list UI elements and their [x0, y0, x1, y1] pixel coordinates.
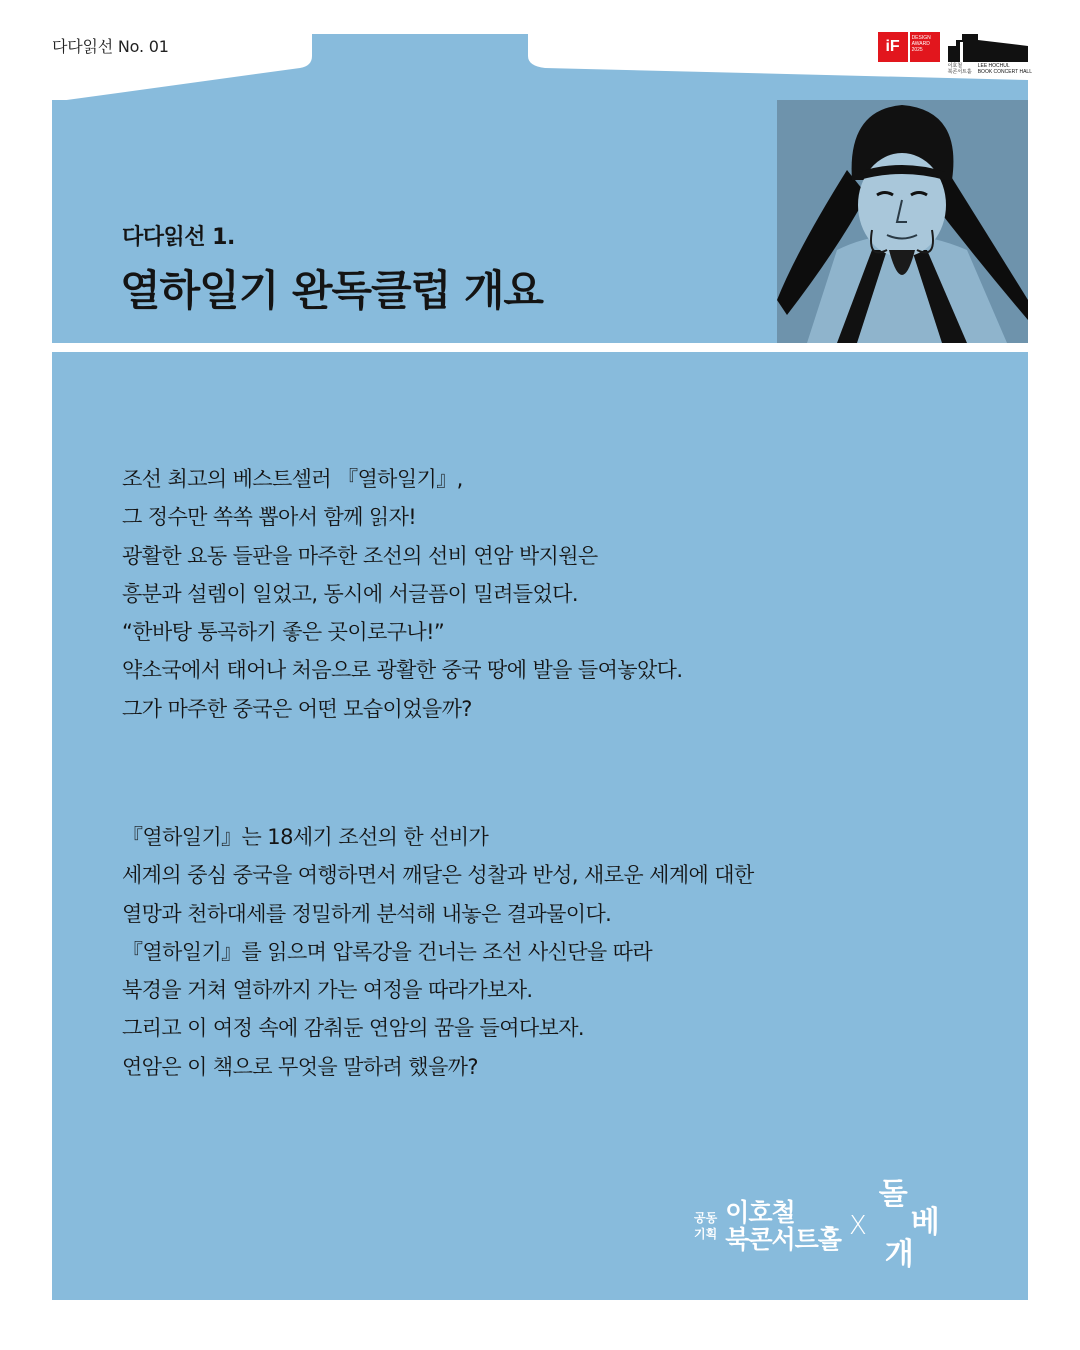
intro-paragraph	[122, 460, 682, 728]
partner-logos	[878, 32, 1032, 75]
series-kicker: 다다읽선 1.	[122, 225, 235, 250]
description-paragraph	[122, 818, 754, 1086]
paragraph-line: 조선 최고의 베스트셀러 『열하일기』,	[122, 467, 463, 491]
paragraph-line: 약소국에서 태어나 처음으로 광활한 중국 땅에 발을 들여놓았다.	[122, 658, 683, 683]
if-mark: iF	[878, 32, 908, 62]
paragraph-line: 광활한 요동 들판을 마주한 조선의 선비 연암 박지원은	[122, 543, 598, 568]
paragraph-line: 세계의 중심 중국을 여행하면서 깨달은 성찰과 반성, 새로운 세계에 대한	[122, 863, 754, 888]
scholar-portrait-icon	[777, 100, 1028, 343]
co-planning-footer	[694, 1178, 945, 1274]
body-panel	[52, 352, 1028, 1300]
paragraph-line: “한바탕 통곡하기 좋은 곳이로구나!”	[122, 620, 445, 645]
if-design-award-logo	[878, 32, 940, 62]
collaboration-x: X	[848, 1211, 867, 1241]
book-concert-hall-logo	[948, 32, 1032, 75]
co-planning-label: 공동 기획	[694, 1211, 718, 1241]
paragraph-line: 그 정수만 쏙쏙 뽑아서 함께 읽자!	[122, 505, 417, 530]
hall-logo-text: 이호철 북콘서트홀 LEE HOCHUL BOOK CONCERT HALL	[947, 63, 1032, 75]
header-panel	[52, 100, 1028, 343]
paragraph-line: 『열하일기』는 18세기 조선의 한 선비가	[122, 825, 489, 849]
concert-hall-building-icon	[948, 32, 1028, 62]
page-title: 열하일기 완독클럽 개요	[120, 266, 543, 315]
paragraph-line: 북경을 거쳐 열하까지 가는 여정을 따라가보자.	[122, 978, 533, 1003]
book-concert-hall-wordmark: 이호철 북콘서트홀	[725, 1198, 841, 1254]
dolbegae-wordmark: 돌 베 개	[878, 1177, 940, 1272]
paragraph-line: 열망과 천하대세를 정밀하게 분석해 내놓은 결과물이다.	[122, 901, 612, 926]
paragraph-line: 그리고 이 여정 속에 감춰둔 연암의 꿈을 들여다보자.	[122, 1016, 585, 1041]
paragraph-line: 『열하일기』를 읽으며 압록강을 건너는 조선 사신단을 따라	[122, 939, 653, 964]
paragraph-line: 흥분과 설렘이 일었고, 동시에 서글픔이 밀려들었다.	[122, 581, 578, 606]
series-label: 다다읽선 No. 01	[52, 37, 169, 56]
paragraph-line: 그가 마주한 중국은 어떤 모습이었을까?	[122, 696, 472, 721]
if-award-text: DESIGN AWARD 2025	[910, 32, 940, 62]
paragraph-line: 연암은 이 책으로 무엇을 말하려 했을까?	[122, 1054, 478, 1079]
